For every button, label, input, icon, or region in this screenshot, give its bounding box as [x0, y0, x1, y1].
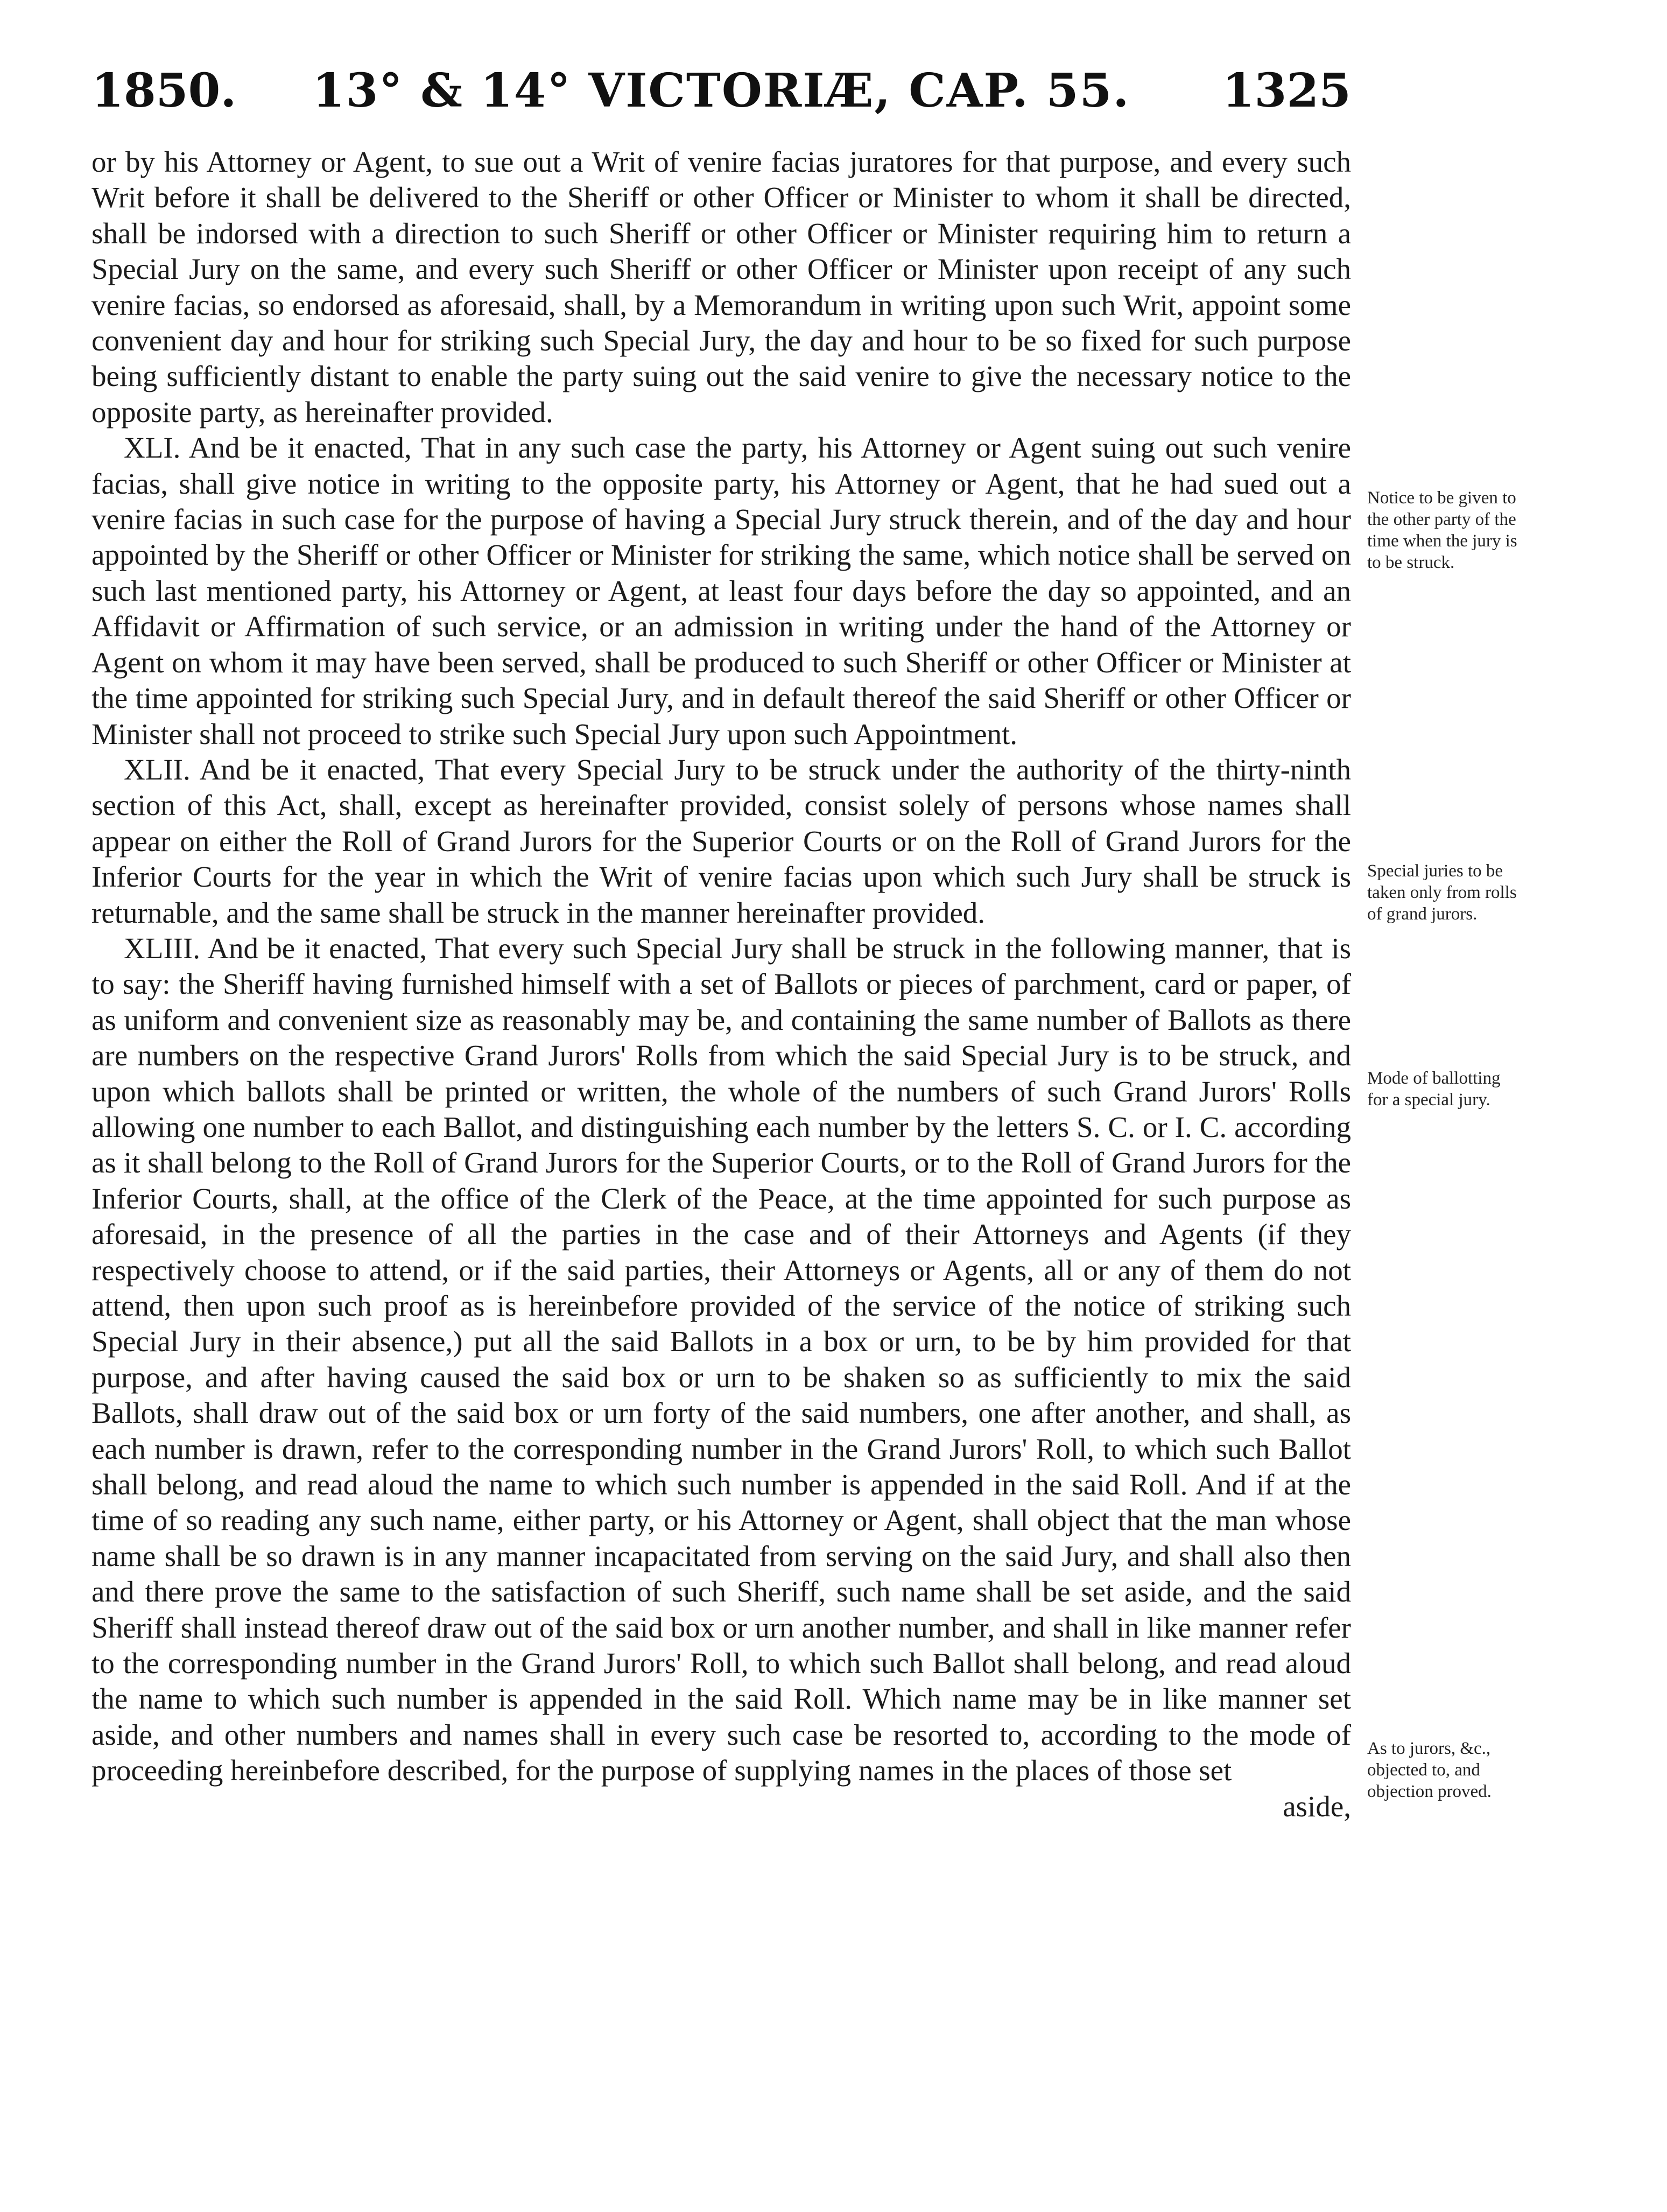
marginal-line: objected to, and — [1367, 1760, 1480, 1780]
marginal-line: As to jurors, &c., — [1367, 1739, 1491, 1758]
marginal-note-special-juries — [1367, 860, 1593, 925]
paragraph-continuation: or by his Attorney or Agent, to sue out a Writ of venire facias juratores for that purpose, and every such Writ before it shall be delivered to the Sheriff or other Officer or Minister to whom it shall be directed, shall be indorsed with a direction to such Sheriff or other Officer or Minister requiring him to return a Special Jury on the same, and every such Sheriff or other Officer or Minister upon receipt of any such venire facias, so endorsed as aforesaid, shall, by a Memorandum in writing upon such Writ, appoint some convenient day and hour for striking such Special Jury, the day and hour to be so fixed for such purpose being sufficiently distant to enable the party suing out the said venire to give the necessary notice to the opposite party, as hereinafter provided. — [92, 145, 1351, 429]
running-header — [92, 64, 1351, 128]
marginal-line: Notice to be given to — [1367, 488, 1516, 508]
header-title: 13° & 14° VICTORIÆ, CAP. 55. — [312, 64, 1130, 118]
marginal-line: to be struck. — [1367, 553, 1455, 572]
section-43: XLIII. And be it enacted, That every such Special Jury shall be struck in the following manner, that is to say: the Sheriff having furnished himself with a set of Ballots or pieces of parchment, card or paper, of as uniform and convenient size as reasonably may be, and containing the same number of Ballots as there are numbers on the respective Grand Jurors' Rolls from which the said Special Jury is to be struck, and upon which ballots shall be printed or written, the whole of the numbers of such Grand Jurors' Rolls allowing one number to each Ballot, and distinguishing each number by the letters S. C. or I. C. according as it shall belong to the Roll of Grand Jurors for the Superior Courts, or to the Roll of Grand Jurors for the Inferior Courts, shall, at the office of the Clerk of the Peace, at the time appointed for such purpose as aforesaid, in the presence of all the parties in the case and of their Attorneys and Agents (if they respectively choose to attend, or if the said parties, their Attorneys or Agents, all or any of them do not attend, then upon such proof as is hereinbefore provided of the service of the notice of striking such Special Jury in their absence,) put all the said Ballots in a box or urn, to be by him provided for that purpose, and after having caused the said box or urn to be shaken so as sufficiently to mix the said Ballots, shall draw out of the said box or urn forty of the said numbers, one after another, and shall, as each number is drawn, refer to the corresponding number in the Grand Jurors' Roll, to which such Ballot shall belong, and read aloud the name to which such number is appended in the said Roll. And if at the time of so reading any such name, either party, or his Attorney or Agent, shall object that the man whose name shall be so drawn is in any manner incapacitated from serving on the said Jury, and shall also then and there prove the same to the satisfaction of such Sheriff, such name shall be set aside, and the said Sheriff shall instead thereof draw out of the said box or urn another number, and shall in like manner refer to the corresponding number in the Grand Jurors' Roll, to which such Ballot shall belong, and read aloud the name to which such number is appended in the said Roll. Which name may be in like manner set aside, and other numbers and names shall in every such case be resorted to, according to the mode of proceeding hereinbefore described, for the purpose of supplying names in the places of those set — [92, 931, 1351, 1787]
page-number: 1325 — [1222, 64, 1351, 118]
marginal-line: the other party of the — [1367, 510, 1516, 529]
marginal-line: objection proved. — [1367, 1782, 1492, 1801]
section-42: XLII. And be it enacted, That every Special Jury to be struck under the authority of the thirty-ninth section of this Act, shall, except as hereinafter provided, consist solely of persons whose names shall appear on either the Roll of Grand Jurors for the Superior Courts or on the Roll of Grand Jurors for the Inferior Courts for the year in which the Writ of venire facias upon which such Jury shall be struck is returnable, and the same shall be struck in the manner hereinafter provided. — [92, 753, 1351, 929]
marginal-line: taken only from rolls — [1367, 883, 1517, 902]
marginal-line: for a special jury. — [1367, 1090, 1490, 1109]
paragraph-end-word: aside, — [1283, 1789, 1351, 1823]
marginal-line: time when the jury is — [1367, 531, 1517, 551]
marginal-line: Mode of ballotting — [1367, 1069, 1501, 1088]
marginal-note-objections — [1367, 1738, 1593, 1802]
marginal-note-notice — [1367, 487, 1593, 573]
marginal-line: Special juries to be — [1367, 861, 1503, 881]
header-year: 1850. — [92, 64, 237, 118]
marginal-note-ballotting — [1367, 1068, 1593, 1111]
main-text — [92, 144, 1351, 1824]
section-41: XLI. And be it enacted, That in any such case the party, his Attorney or Agent suing out such venire facias, shall give notice in writing to the opposite party, his Attorney or Agent, that he had sued out a venire facias in such case for the purpose of having a Special Jury struck therein, and of the day and hour appointed by the Sheriff or other Officer or Minister for striking the same, which notice shall be served on such last mentioned party, his Attorney or Agent, at least four days before the day so appointed, and an Affidavit or Affirmation of such service, or an admission in writing under the hand of the Attorney or Agent on whom it may have been served, shall be produced to such Sheriff or other Officer or Minister at the time appointed for striking such Special Jury, and in default thereof the said Sheriff or other Officer or Minister shall not proceed to strike such Special Jury upon such Appointment. — [92, 431, 1351, 750]
marginal-line: of grand jurors. — [1367, 904, 1478, 924]
